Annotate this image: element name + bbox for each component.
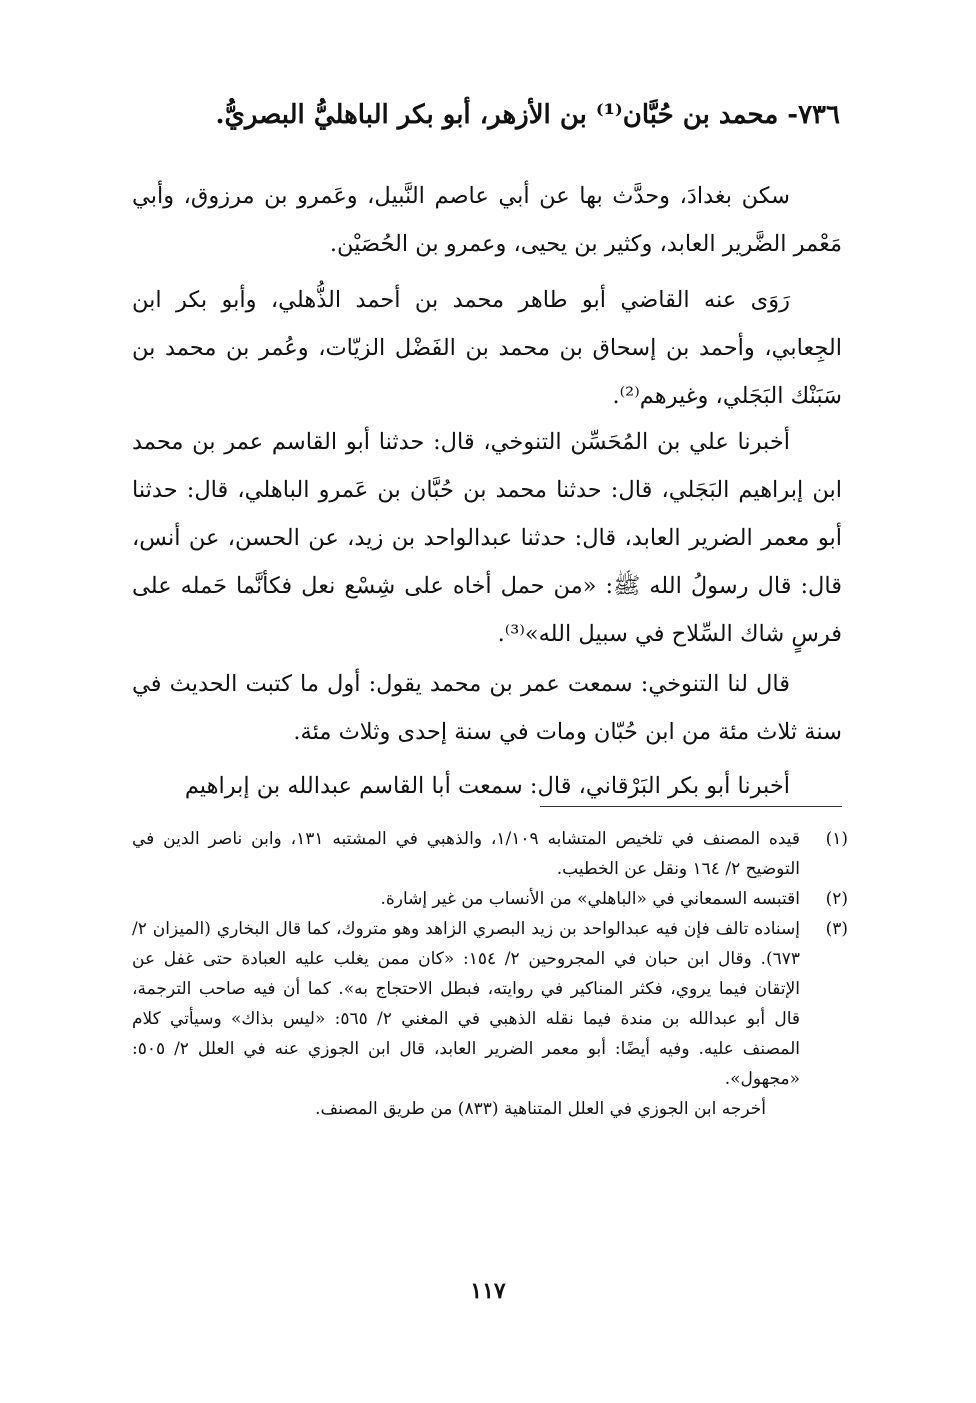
footnote-1 — [132, 824, 848, 884]
paragraph-barqani — [132, 762, 842, 810]
page-number: ١١٧ — [470, 1278, 506, 1304]
paragraph-text: رَوَى عنه القاضي أبو طاهر محمد بن أحمد الذُّهلي، وأبو بكر ابن الجِعابي، وأحمد بن إسحاق بن محمد بن الفَضْل الزيّات، وعُمر بن محمد بن سَبَنْك البَجَلي، وغيرهم⁽²⁾. — [132, 287, 842, 409]
paragraph-hadith — [132, 418, 842, 658]
footnote-text: اقتبسه السمعاني في «الباهلي» من الأنساب من غير إشارة. — [380, 889, 800, 909]
footnote-number: (٣) — [825, 919, 848, 939]
footnote-2 — [132, 884, 848, 914]
footnotes — [132, 824, 848, 1124]
paragraph-tanukhi — [132, 660, 842, 756]
footnote-number: (١) — [825, 829, 848, 849]
paragraph-text: قال لنا التنوخي: سمعت عمر بن محمد يقول: أول ما كتبت الحديث في سنة ثلاث مئة من ابن حُبّان ومات في سنة إحدى وثلاث مئة. — [132, 671, 842, 745]
paragraph-text: سكن بغدادَ، وحدَّث بها عن أبي عاصم النَّبيل، وعَمرو بن مرزوق، وأبي مَعْمر الضَّرير العابد، وكثير بن يحيى، وعمرو بن الحُصَيْن. — [132, 183, 842, 257]
footnote-text: إسناده تالف فإن فيه عبدالواحد بن زيد البصري الزاهد وهو متروك، كما قال البخاري (الميزان ٢/ ٦٧٣). وقال ابن حبان في المجروحين ٢/ ١٥٤: «كان ممن يغلب عليه العبادة حتى غفل عن الإتقان فيما يروي، فكثر المناكير في روايته، فبطل الاحتجاج به». كما أن فيه صاحب الترجمة، قال أبو عبدالله بن مندة فيما نقله الذهبي في المغني ٢/ ٥٦٥: «ليس بذاك» وسيأتي كلام المصنف عليه. وفيه أيضًا: أبو معمر الضرير العابد، قال ابن الجوزي عنه في العلل ٢/ ٥٠٥: «مجهول». — [132, 919, 800, 1089]
footnote-number: (٢) — [825, 889, 848, 909]
paragraph-text: أخبرنا علي بن المُحَسِّن التنوخي، قال: حدثنا أبو القاسم عمر بن محمد ابن إبراهيم البَجَلي، قال: حدثنا محمد بن حُبَّان بن عَمرو الباهلي، قال: حدثنا أبو معمر الضرير العابد، قال: حدثنا عبدالواحد بن زيد، عن الحسن، عن أنس، قال: قال رسولُ الله ﷺ: «من حمل أخاه على شِسْع نعل فكأنَّما حَمله على فرسٍ شاك السِّلاح في سبيل الله»⁽³⁾. — [132, 429, 842, 647]
footnote-extra: أخرجه ابن الجوزي في العلل المتناهية (٨٣٣) من طريق المصنف. — [315, 1099, 766, 1119]
footnote-separator — [540, 806, 842, 807]
entry-heading: ٧٣٦- محمد بن حُبَّان⁽¹⁾ بن الأزهر، أبو بكر الباهليُّ البصريُّ. — [215, 100, 840, 130]
footnote-3 — [132, 914, 848, 1094]
paragraph-narrators — [132, 276, 842, 420]
footnote-text: قيده المصنف في تلخيص المتشابه ١/١٠٩، والذهبي في المشتبه ١٣١، وابن ناصر الدين في التوضيح ٢/ ١٦٤ ونقل عن الخطيب. — [132, 829, 801, 879]
paragraph-text: أخبرنا أبو بكر البَرْقاني، قال: سمعت أبا القاسم عبدالله بن إبراهيم — [184, 773, 790, 799]
paragraph-residence — [132, 172, 842, 268]
